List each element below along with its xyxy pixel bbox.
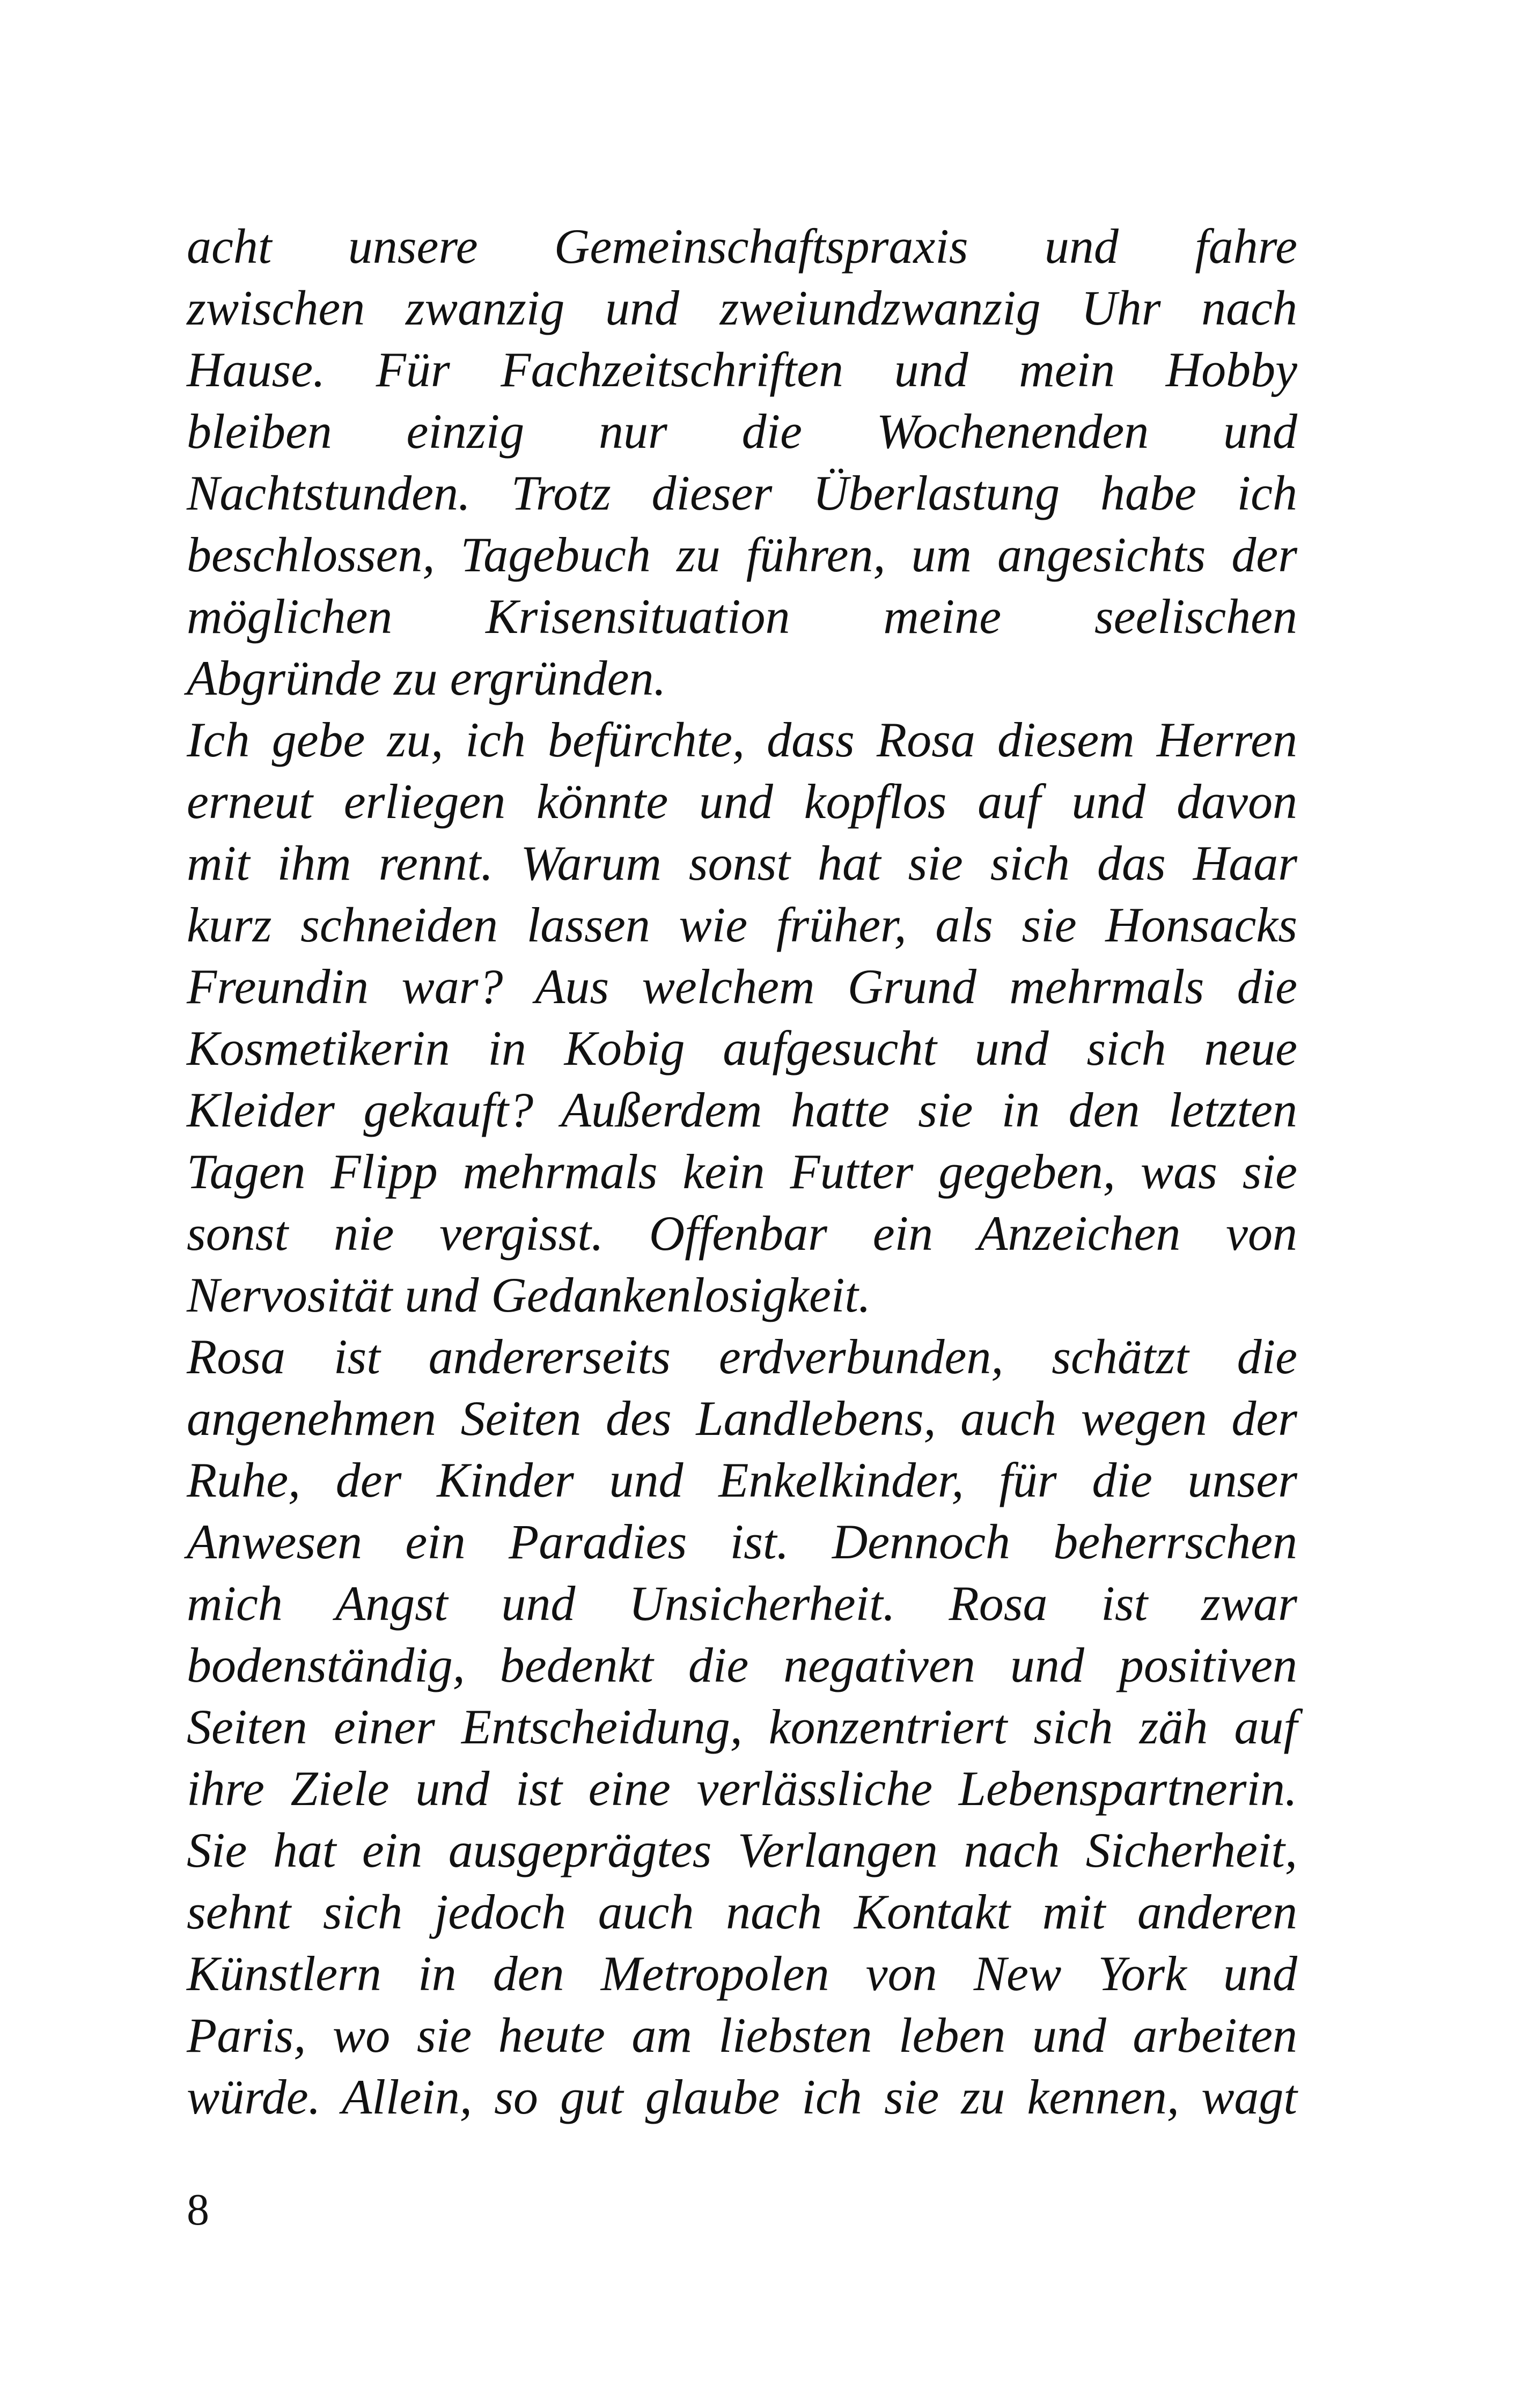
- text-line: Rosa ist andererseits erdverbunden, schätzt die: [187, 1329, 1297, 1384]
- text-line: Freundin war? Aus welchem Grund mehrmals die: [187, 959, 1297, 1014]
- text-line: Abgründe zu ergründen.: [187, 651, 666, 705]
- text-line: bleiben einzig nur die Wochenenden und: [187, 404, 1297, 459]
- text-line: acht unsere Gemeinschaftspraxis und fahre: [187, 219, 1297, 274]
- body-text: [187, 216, 1297, 2128]
- text-line: Ich gebe zu, ich befürchte, dass Rosa diesem Herren: [187, 712, 1297, 767]
- text-line: zwischen zwanzig und zweiundzwanzig Uhr nach: [187, 281, 1297, 335]
- text-line: Nachtstunden. Trotz dieser Überlastung habe ich: [187, 466, 1297, 520]
- text-line: bodenständig, bedenkt die negativen und positiven: [187, 1638, 1297, 1692]
- text-line: kurz schneiden lassen wie früher, als sie Honsacks: [187, 897, 1297, 952]
- text-line: sehnt sich jedoch auch nach Kontakt mit anderen: [187, 1884, 1297, 1939]
- text-line: sonst nie vergisst. Offenbar ein Anzeichen von: [187, 1206, 1297, 1261]
- text-line: mich Angst und Unsicherheit. Rosa ist zwar: [187, 1576, 1297, 1631]
- text-line: Anwesen ein Paradies ist. Dennoch beherrschen: [187, 1514, 1297, 1569]
- text-line: Kleider gekauft? Außerdem hatte sie in den letzten: [187, 1083, 1297, 1137]
- text-line: Kosmetikerin in Kobig aufgesucht und sich neue: [187, 1021, 1297, 1076]
- text-line: Hause. Für Fachzeitschriften und mein Hobby: [187, 342, 1297, 397]
- text-line: Sie hat ein ausgeprägtes Verlangen nach Sicherheit,: [187, 1823, 1297, 1877]
- text-line: Paris, wo sie heute am liebsten leben und arbeiten: [187, 2008, 1297, 2063]
- page-number: 8: [187, 2185, 209, 2235]
- text-line: angenehmen Seiten des Landlebens, auch wegen der: [187, 1391, 1297, 1446]
- text-line: würde. Allein, so gut glaube ich sie zu kennen, wagt: [187, 2070, 1297, 2124]
- text-line: Tagen Flipp mehrmals kein Futter gegeben, was sie: [187, 1144, 1297, 1199]
- text-line: mit ihm rennt. Warum sonst hat sie sich das Haar: [187, 836, 1297, 890]
- text-line: ihre Ziele und ist eine verlässliche Lebenspartnerin.: [187, 1761, 1297, 1816]
- text-line: Künstlern in den Metropolen von New York und: [187, 1946, 1297, 2001]
- text-line: erneut erliegen könnte und kopflos auf und davon: [187, 774, 1297, 829]
- text-line: Seiten einer Entscheidung, konzentriert sich zäh auf: [187, 1699, 1297, 1754]
- text-line: Nervosität und Gedankenlosigkeit.: [187, 1268, 871, 1322]
- text-line: Ruhe, der Kinder und Enkelkinder, für die unser: [187, 1453, 1297, 1507]
- text-line: beschlossen, Tagebuch zu führen, um angesichts der: [187, 527, 1297, 582]
- text-line: möglichen Krisensituation meine seelischen: [187, 589, 1297, 644]
